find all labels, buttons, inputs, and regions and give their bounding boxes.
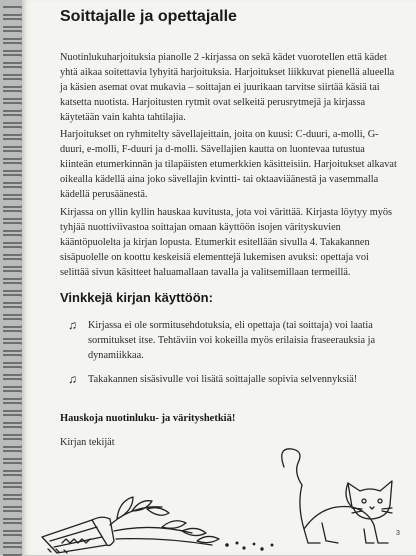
cat-drawing: [282, 449, 392, 543]
book-page: [22, 0, 416, 555]
spiral-binding: [0, 0, 24, 555]
signoff: Kirjan tekijät: [60, 437, 115, 448]
leaves-drawing: [110, 497, 219, 545]
closing-line: Hauskoja nuotinluku- ja värityshetkiä!: [60, 413, 236, 424]
tipped-vase-drawing: [42, 517, 114, 553]
tip-text: Kirjassa ei ole sormitusehdotuksia, eli opettaja (tai soittaja) voi laatia sormitukset itse. Tehtäviin voi kokeilla myös erilaisia fraseerauksia ja dynamiikkaa.: [88, 320, 376, 361]
cat-and-vase-illustration: [22, 445, 416, 555]
tips-heading: Vinkkejä kirjan käyttöön:: [60, 290, 213, 305]
scattered-dots: [225, 542, 273, 551]
music-note-icon: ♫: [68, 318, 77, 332]
tip-text: Takakannen sisäsivulle voi lisätä soittajalle sopivia selvennyksiä!: [88, 374, 358, 385]
tip-item: [68, 318, 398, 363]
keys-paragraph: Harjoitukset on ryhmitelty sävellajeittain, joita on kuusi: C-duuri, a-molli, G-duuri, e-molli, F-duuri ja d-molli. Sävellajien kautta on luontevaa tutustua kiinteän etumerkinnän ja tilapäisten etumerkkien käsitteisiin. Harjoitukset alkavat oikealla kädellä aina joko sävellajin kvintti- tai oktaaviäänestä ja vasemmalla kädellä perusäänestä.: [60, 129, 397, 200]
page-title: Soittajalle ja opettajalle: [60, 8, 237, 25]
page-number: 3: [396, 530, 400, 537]
intro-paragraph: Nuotinlukuharjoituksia pianolle 2 -kirjassa on sekä kädet vuorotellen että kädet yhtä aikaa soitettavia lyhyitä harjoituksia. Harjoitukset liikkuvat pienellä alueella ja käsien asemat ovat mukavia – soittajan ei juurikaan tarvitse siirtää käsiä tai katsetta nuotista. Harjoitusten rytmit ovat selkeitä perusrytmejä ja kirjassa käytetään vain kahta tahtilajia.: [60, 52, 395, 123]
music-note-icon: ♫: [68, 372, 77, 386]
tip-item: [68, 372, 398, 387]
illustration-paragraph: Kirjassa on yllin kyllin hauskaa kuvitusta, jota voi värittää. Kirjasta löytyy myös tyhjää nuottiviivastoa soittajan omaan käyttöön isojen värityskuvien kääntöpuolelta ja kirjan lopusta. Etumerkit esitellään sivulla 4. Takakannen sisäpuolelle on koottu keskeisiä elementtejä lukemisen avuksi: opettaja voi selittää sivun käsitteet haluamallaan tavalla ja valitsemillaan termeillä.: [60, 207, 393, 278]
